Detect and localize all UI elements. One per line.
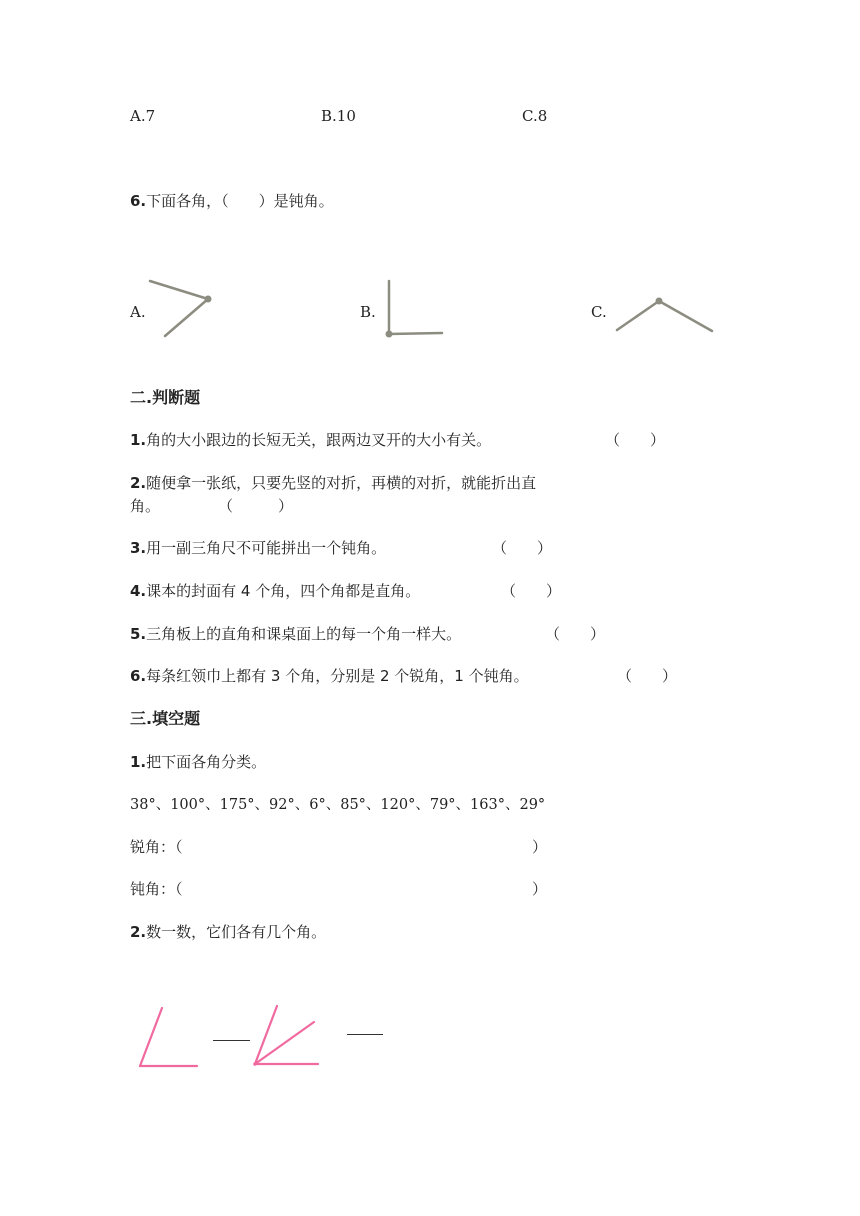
question-text: 把下面各角分类。 xyxy=(146,753,267,771)
judge-item-5 xyxy=(130,624,461,644)
answer-paren-6[interactable]: （ ） xyxy=(617,667,678,685)
item-number: 3. xyxy=(130,539,147,557)
section-2-title: 二.判断题 xyxy=(130,388,201,407)
answer-paren-4[interactable]: （ ） xyxy=(501,582,562,600)
acute-close-paren: ） xyxy=(532,838,548,856)
judge-item-2 xyxy=(130,473,536,493)
fill-question-1 xyxy=(130,752,266,772)
acute-answer-area[interactable] xyxy=(200,835,525,859)
judge-item-3 xyxy=(130,538,386,558)
angle-figure-a xyxy=(150,281,212,336)
question-number: 2. xyxy=(130,923,147,941)
option-a: A.7 xyxy=(130,107,156,125)
fill-question-2 xyxy=(130,922,326,942)
angle-list: 38°、100°、175°、92°、6°、85°、120°、79°、163°、29° xyxy=(130,797,546,813)
angle-label-c: C. xyxy=(591,303,607,321)
angle-label-b: B. xyxy=(360,303,376,321)
item-text: 用一副三角尺不可能拼出一个钝角。 xyxy=(146,539,387,557)
judge-item-2-line2: 角。 xyxy=(130,497,161,515)
option-b: B.10 xyxy=(321,107,356,125)
pink-angle-one xyxy=(140,1008,197,1066)
acute-label: 锐角：（ xyxy=(130,838,183,856)
item-text: 课本的封面有 4 个角，四个角都是直角。 xyxy=(146,582,421,600)
item-number: 2. xyxy=(130,474,147,492)
item-number: 5. xyxy=(130,625,147,643)
judge-item-1 xyxy=(130,430,491,450)
answer-blank-1[interactable] xyxy=(213,1040,250,1041)
answer-blank-2[interactable] xyxy=(347,1034,383,1035)
item-number: 1. xyxy=(130,431,147,449)
answer-paren-5[interactable]: （ ） xyxy=(545,625,606,643)
question-number: 6. xyxy=(130,192,147,210)
item-text: 随便拿一张纸，只要先竖的对折，再横的对折，就能折出直 xyxy=(146,474,537,492)
item-text: 每条红领巾上都有 3 个角，分别是 2 个锐角，1 个钝角。 xyxy=(146,667,529,685)
angle-figure-c xyxy=(617,298,712,332)
answer-paren-1[interactable]: （ ） xyxy=(605,431,666,449)
obtuse-close-paren: ） xyxy=(532,880,548,898)
section-3-title: 三.填空题 xyxy=(130,709,201,728)
item-number: 6. xyxy=(130,667,147,685)
obtuse-label: 钝角：（ xyxy=(130,880,183,898)
question-text: 下面各角，（ ）是钝角。 xyxy=(146,192,334,210)
obtuse-answer-area[interactable] xyxy=(200,877,525,901)
question-text: 数一数，它们各有几个角。 xyxy=(146,923,327,941)
answer-paren-2[interactable]: （ ） xyxy=(218,497,294,515)
angle-figure-b xyxy=(386,281,443,338)
item-text: 三角板上的直角和课桌面上的每一个角一样大。 xyxy=(146,625,462,643)
item-text: 角的大小跟边的长短无关，跟两边叉开的大小有关。 xyxy=(146,431,492,449)
judge-item-4 xyxy=(130,581,420,601)
angle-label-a: A. xyxy=(130,303,146,321)
option-c: C.8 xyxy=(522,107,548,125)
item-number: 4. xyxy=(130,582,147,600)
judge-item-6 xyxy=(130,666,529,686)
answer-paren-3[interactable]: （ ） xyxy=(492,539,553,557)
pink-angle-fan xyxy=(253,1006,318,1066)
question-number: 1. xyxy=(130,753,147,771)
